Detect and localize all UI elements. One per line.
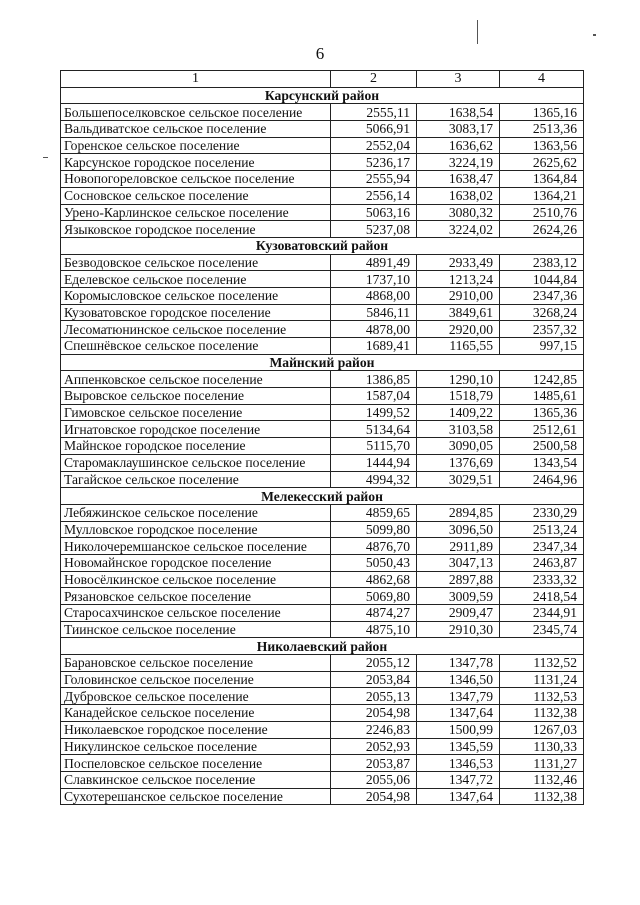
- value-col-4: 2418,54: [500, 588, 584, 605]
- value-col-2: 2053,84: [331, 671, 417, 688]
- settlement-name: Никулинское сельское поселение: [61, 738, 331, 755]
- table-row: [61, 755, 584, 772]
- district-row: [61, 354, 584, 371]
- settlement-name: Лебяжинское сельское поселение: [61, 504, 331, 521]
- settlement-name: Тагайское сельское поселение: [61, 471, 331, 488]
- settlement-name: Николочеремшанское сельское поселение: [61, 538, 331, 555]
- value-col-3: 1638,54: [417, 104, 500, 121]
- settlement-name: Сосновское сельское поселение: [61, 187, 331, 204]
- value-col-3: 1347,64: [417, 705, 500, 722]
- table-row: [61, 471, 584, 488]
- settlement-name: Майнское городское поселение: [61, 438, 331, 455]
- value-col-3: 2910,00: [417, 287, 500, 304]
- value-col-3: 1290,10: [417, 371, 500, 388]
- value-col-4: 997,15: [500, 338, 584, 355]
- district-name: Николаевский район: [61, 638, 584, 655]
- value-col-4: 1130,33: [500, 738, 584, 755]
- value-col-3: 1346,50: [417, 671, 500, 688]
- value-col-2: 5115,70: [331, 438, 417, 455]
- value-col-2: 4859,65: [331, 504, 417, 521]
- value-col-3: 3849,61: [417, 304, 500, 321]
- settlement-name: Аппенковское сельское поселение: [61, 371, 331, 388]
- value-col-4: 2513,36: [500, 121, 584, 138]
- table-row: [61, 121, 584, 138]
- value-col-4: 2344,91: [500, 605, 584, 622]
- settlement-name: Сухотерешанское сельское поселение: [61, 788, 331, 805]
- table-row: [61, 554, 584, 571]
- table-row: [61, 187, 584, 204]
- value-col-4: 1267,03: [500, 721, 584, 738]
- value-col-3: 3224,02: [417, 221, 500, 238]
- table-row: [61, 538, 584, 555]
- value-col-2: 1386,85: [331, 371, 417, 388]
- value-col-4: 1343,54: [500, 454, 584, 471]
- settlement-name: Гимовское сельское поселение: [61, 404, 331, 421]
- value-col-4: 1364,21: [500, 187, 584, 204]
- value-col-4: 2500,58: [500, 438, 584, 455]
- value-col-3: 3080,32: [417, 204, 500, 221]
- value-col-3: 2910,30: [417, 621, 500, 638]
- value-col-4: 1131,27: [500, 755, 584, 772]
- value-col-2: 2556,14: [331, 187, 417, 204]
- value-col-2: 5069,80: [331, 588, 417, 605]
- district-row: [61, 638, 584, 655]
- value-col-3: 1346,53: [417, 755, 500, 772]
- table-row: [61, 404, 584, 421]
- value-col-2: 4875,10: [331, 621, 417, 638]
- value-col-2: 2054,98: [331, 788, 417, 805]
- value-col-2: 2054,98: [331, 705, 417, 722]
- settlement-name: Урено-Карлинское сельское поселение: [61, 204, 331, 221]
- value-col-3: 2933,49: [417, 254, 500, 271]
- table-row: [61, 688, 584, 705]
- value-col-4: 1131,24: [500, 671, 584, 688]
- settlement-name: Новомайнское городское поселение: [61, 554, 331, 571]
- value-col-2: 2555,11: [331, 104, 417, 121]
- value-col-3: 1518,79: [417, 388, 500, 405]
- value-col-2: 5099,80: [331, 521, 417, 538]
- settlement-name: Славкинское сельское поселение: [61, 771, 331, 788]
- table-row: [61, 438, 584, 455]
- value-col-4: 1364,84: [500, 171, 584, 188]
- table-row: [61, 104, 584, 121]
- settlement-name: Тиинское сельское поселение: [61, 621, 331, 638]
- value-col-2: 4874,27: [331, 605, 417, 622]
- settlement-name: Языковское городское поселение: [61, 221, 331, 238]
- settlement-name: Кузоватовское городское поселение: [61, 304, 331, 321]
- district-row: [61, 87, 584, 104]
- table-row: [61, 721, 584, 738]
- table-row: [61, 588, 584, 605]
- table-row: [61, 738, 584, 755]
- value-col-3: 1636,62: [417, 137, 500, 154]
- table-row: [61, 287, 584, 304]
- value-col-4: 1044,84: [500, 271, 584, 288]
- value-col-4: 3268,24: [500, 304, 584, 321]
- value-col-3: 2920,00: [417, 321, 500, 338]
- table-row: [61, 655, 584, 672]
- table-row: [61, 504, 584, 521]
- value-col-4: 1242,85: [500, 371, 584, 388]
- settlement-name: Барановское сельское поселение: [61, 655, 331, 672]
- value-col-4: 2333,32: [500, 571, 584, 588]
- value-col-2: 5050,43: [331, 554, 417, 571]
- value-col-2: 2055,12: [331, 655, 417, 672]
- value-col-2: 5066,91: [331, 121, 417, 138]
- value-col-2: 5134,64: [331, 421, 417, 438]
- value-col-2: 2053,87: [331, 755, 417, 772]
- table-row: [61, 571, 584, 588]
- table-body: [61, 71, 584, 805]
- value-col-3: 3103,58: [417, 421, 500, 438]
- value-col-2: 1499,52: [331, 404, 417, 421]
- value-col-2: 4994,32: [331, 471, 417, 488]
- value-col-3: 3096,50: [417, 521, 500, 538]
- value-col-3: 3029,51: [417, 471, 500, 488]
- district-row: [61, 488, 584, 505]
- settlement-name: Головинское сельское поселение: [61, 671, 331, 688]
- value-col-4: 1363,56: [500, 137, 584, 154]
- value-col-2: 4878,00: [331, 321, 417, 338]
- value-col-2: 2246,83: [331, 721, 417, 738]
- settlement-name: Рязановское сельское поселение: [61, 588, 331, 605]
- value-col-4: 1365,16: [500, 104, 584, 121]
- settlement-name: Большепоселковское сельское поселение: [61, 104, 331, 121]
- value-col-3: 1376,69: [417, 454, 500, 471]
- value-col-4: 2624,26: [500, 221, 584, 238]
- settlement-name: Новосёлкинское сельское поселение: [61, 571, 331, 588]
- table-row: [61, 338, 584, 355]
- value-col-3: 3224,19: [417, 154, 500, 171]
- value-col-2: 5846,11: [331, 304, 417, 321]
- value-col-2: 2052,93: [331, 738, 417, 755]
- table-row: [61, 771, 584, 788]
- value-col-4: 2347,34: [500, 538, 584, 555]
- value-col-3: 2894,85: [417, 504, 500, 521]
- table-row: [61, 254, 584, 271]
- settlement-name: Старосахчинское сельское поселение: [61, 605, 331, 622]
- value-col-3: 1213,24: [417, 271, 500, 288]
- table-row: [61, 304, 584, 321]
- settlement-name: Поспеловское сельское поселение: [61, 755, 331, 772]
- table-row: [61, 204, 584, 221]
- value-col-2: 2055,13: [331, 688, 417, 705]
- value-col-2: 2555,94: [331, 171, 417, 188]
- value-col-3: 1638,47: [417, 171, 500, 188]
- value-col-2: 1444,94: [331, 454, 417, 471]
- value-col-4: 1485,61: [500, 388, 584, 405]
- table-row: [61, 671, 584, 688]
- value-col-2: 1737,10: [331, 271, 417, 288]
- value-col-2: 2055,06: [331, 771, 417, 788]
- value-col-4: 1132,38: [500, 788, 584, 805]
- scan-mark: [43, 157, 48, 158]
- value-col-2: 2552,04: [331, 137, 417, 154]
- settlement-name: Игнатовское городское поселение: [61, 421, 331, 438]
- district-name: Карсунский район: [61, 87, 584, 104]
- column-number-1: 1: [61, 71, 331, 88]
- column-number-4: 4: [500, 71, 584, 88]
- settlement-name: Лесоматюнинское сельское поселение: [61, 321, 331, 338]
- value-col-3: 1347,72: [417, 771, 500, 788]
- table-row: [61, 221, 584, 238]
- table-row: [61, 321, 584, 338]
- value-col-4: 2512,61: [500, 421, 584, 438]
- value-col-4: 2347,36: [500, 287, 584, 304]
- table-row: [61, 705, 584, 722]
- settlement-name: Горенское сельское поселение: [61, 137, 331, 154]
- settlement-name: Спешнёвское сельское поселение: [61, 338, 331, 355]
- table-row: [61, 137, 584, 154]
- value-col-3: 2911,89: [417, 538, 500, 555]
- value-col-2: 5237,08: [331, 221, 417, 238]
- value-col-4: 2463,87: [500, 554, 584, 571]
- settlement-name: Коромысловское сельское поселение: [61, 287, 331, 304]
- value-col-2: 4876,70: [331, 538, 417, 555]
- value-col-3: 1165,55: [417, 338, 500, 355]
- value-col-2: 1587,04: [331, 388, 417, 405]
- value-col-4: 1132,53: [500, 688, 584, 705]
- value-col-4: 2357,32: [500, 321, 584, 338]
- value-col-2: 4868,00: [331, 287, 417, 304]
- settlement-name: Еделевское сельское поселение: [61, 271, 331, 288]
- table-row: [61, 421, 584, 438]
- table-row: [61, 171, 584, 188]
- table-row: [61, 271, 584, 288]
- district-row: [61, 237, 584, 254]
- value-col-4: 2383,12: [500, 254, 584, 271]
- scan-mark: [593, 34, 596, 36]
- value-col-3: 1347,64: [417, 788, 500, 805]
- value-col-2: 4891,49: [331, 254, 417, 271]
- value-col-4: 2345,74: [500, 621, 584, 638]
- value-col-3: 3047,13: [417, 554, 500, 571]
- table-row: [61, 454, 584, 471]
- table-row: [61, 521, 584, 538]
- table-row: [61, 788, 584, 805]
- value-col-3: 3090,05: [417, 438, 500, 455]
- settlement-name: Николаевское городское поселение: [61, 721, 331, 738]
- value-col-3: 1409,22: [417, 404, 500, 421]
- value-col-4: 2330,29: [500, 504, 584, 521]
- settlement-name: Дубровское сельское поселение: [61, 688, 331, 705]
- settlement-name: Канадейское сельское поселение: [61, 705, 331, 722]
- value-col-3: 2909,47: [417, 605, 500, 622]
- column-number-3: 3: [417, 71, 500, 88]
- value-col-4: 2625,62: [500, 154, 584, 171]
- settlement-name: Безводовское сельское поселение: [61, 254, 331, 271]
- value-col-2: 5236,17: [331, 154, 417, 171]
- district-name: Кузоватовский район: [61, 237, 584, 254]
- value-col-3: 1345,59: [417, 738, 500, 755]
- value-col-4: 1132,52: [500, 655, 584, 672]
- table-row: [61, 621, 584, 638]
- settlement-name: Старомаклаушинское сельское поселение: [61, 454, 331, 471]
- page-number: 6: [315, 44, 325, 63]
- value-col-4: 2513,24: [500, 521, 584, 538]
- settlements-table: [60, 70, 584, 805]
- table-row: [61, 371, 584, 388]
- value-col-4: 2464,96: [500, 471, 584, 488]
- value-col-4: 1132,38: [500, 705, 584, 722]
- settlement-name: Новопогореловское сельское поселение: [61, 171, 331, 188]
- settlement-name: Выровское сельское поселение: [61, 388, 331, 405]
- value-col-4: 1132,46: [500, 771, 584, 788]
- value-col-2: 1689,41: [331, 338, 417, 355]
- district-name: Майнский район: [61, 354, 584, 371]
- scan-mark: [477, 20, 478, 44]
- value-col-3: 3009,59: [417, 588, 500, 605]
- value-col-3: 1347,78: [417, 655, 500, 672]
- district-name: Мелекесский район: [61, 488, 584, 505]
- settlement-name: Мулловское городское поселение: [61, 521, 331, 538]
- table-row: [61, 154, 584, 171]
- table-row: [61, 605, 584, 622]
- value-col-4: 1365,36: [500, 404, 584, 421]
- table-row: [61, 388, 584, 405]
- settlement-name: Вальдиватское сельское поселение: [61, 121, 331, 138]
- value-col-4: 2510,76: [500, 204, 584, 221]
- value-col-2: 5063,16: [331, 204, 417, 221]
- column-number-row: [61, 71, 584, 88]
- value-col-2: 4862,68: [331, 571, 417, 588]
- value-col-3: 1500,99: [417, 721, 500, 738]
- column-number-2: 2: [331, 71, 417, 88]
- value-col-3: 1638,02: [417, 187, 500, 204]
- value-col-3: 2897,88: [417, 571, 500, 588]
- settlement-name: Карсунское городское поселение: [61, 154, 331, 171]
- value-col-3: 3083,17: [417, 121, 500, 138]
- value-col-3: 1347,79: [417, 688, 500, 705]
